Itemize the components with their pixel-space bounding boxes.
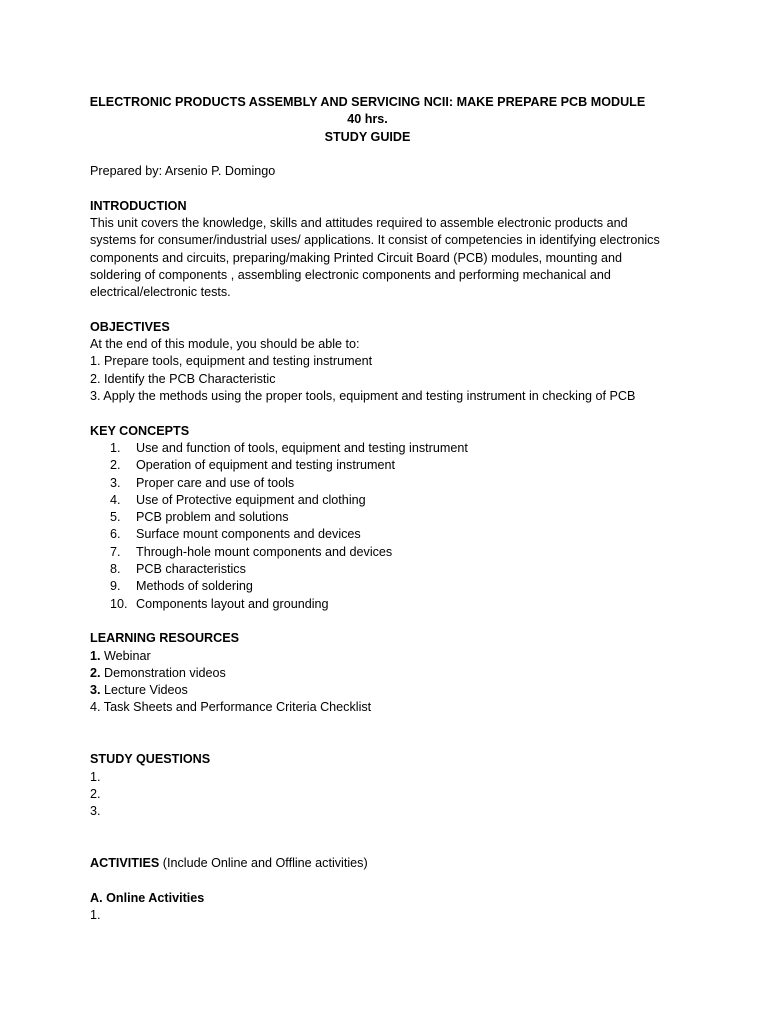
list-item-number: 5. <box>110 510 121 525</box>
resource-number: 2. <box>90 665 101 680</box>
list-item-number: 4. <box>110 492 121 507</box>
introduction-line: components and circuits, preparing/making Printed Circuit Board (PCB) modules, mounting and <box>90 250 622 265</box>
list-item-number: 1. <box>110 440 121 455</box>
resource-text: Demonstration videos <box>100 665 226 680</box>
key-concepts-list <box>90 440 690 613</box>
list-item-text: Use and function of tools, equipment and testing instrument <box>136 440 468 455</box>
study-question-item: 1. <box>90 769 101 784</box>
list-item-number: 7. <box>110 544 121 559</box>
list-item <box>90 544 690 561</box>
resource-number: 4. <box>90 700 101 715</box>
list-item-text: PCB problem and solutions <box>136 510 289 525</box>
introduction-line: electrical/electronic tests. <box>90 285 231 300</box>
introduction-line: This unit covers the knowledge, skills and attitudes required to assemble electronic products and <box>90 216 628 231</box>
list-item-text: Surface mount components and devices <box>136 527 361 542</box>
list-item <box>90 457 690 474</box>
document-body <box>90 94 690 924</box>
list-item-number: 6. <box>110 527 121 542</box>
key-concepts-heading: KEY CONCEPTS <box>90 423 190 438</box>
resource-item <box>90 699 690 716</box>
list-item <box>90 440 690 457</box>
list-item-text: Through-hole mount components and devices <box>136 544 393 559</box>
list-item <box>90 578 690 595</box>
objective-item: 2. Identify the PCB Characteristic <box>90 371 276 386</box>
document-subtitle: STUDY GUIDE <box>324 129 411 144</box>
list-item <box>90 509 690 526</box>
list-item-text: PCB characteristics <box>136 562 246 577</box>
activities-note: (Include Online and Offline activities) <box>159 856 368 871</box>
study-question-item: 3. <box>90 804 101 819</box>
list-item-number: 2. <box>110 458 121 473</box>
introduction-text <box>90 215 660 301</box>
resource-item <box>90 665 690 682</box>
resource-item <box>90 648 690 665</box>
study-question-item: 2. <box>90 786 101 801</box>
resource-number: 1. <box>90 648 101 663</box>
resource-item <box>90 682 690 699</box>
resource-text: Lecture Videos <box>100 683 188 698</box>
resource-number: 3. <box>90 683 101 698</box>
list-item <box>90 526 690 543</box>
document-title: ELECTRONIC PRODUCTS ASSEMBLY AND SERVICING NCII: MAKE PREPARE PCB MODULE <box>89 95 646 109</box>
introduction-line: soldering of components , assembling electronic components and performing mechanical and <box>90 267 611 282</box>
prepared-by: Prepared by: Arsenio P. Domingo <box>90 164 276 179</box>
objective-item: 3. Apply the methods using the proper tools, equipment and testing instrument in checking of PCB <box>90 389 636 404</box>
list-item-text: Use of Protective equipment and clothing <box>136 492 366 507</box>
learning-resources-heading: LEARNING RESOURCES <box>90 631 240 646</box>
online-activities-heading: A. Online Activities <box>90 890 205 905</box>
list-item-text: Methods of soldering <box>136 579 253 594</box>
list-item-number: 10. <box>110 596 128 611</box>
list-item-text: Proper care and use of tools <box>136 475 295 490</box>
activities-heading: ACTIVITIES <box>90 856 160 871</box>
list-item-number: 8. <box>110 562 121 577</box>
introduction-line: systems for consumer/industrial uses/ applications. It consist of competencies in identifying electronics <box>90 233 660 248</box>
list-item <box>90 561 690 578</box>
objectives-intro: At the end of this module, you should be able to: <box>90 337 360 352</box>
resource-text: Webinar <box>100 648 151 663</box>
list-item-text: Operation of equipment and testing instrument <box>136 458 396 473</box>
introduction-heading: INTRODUCTION <box>90 198 187 213</box>
resource-text: Task Sheets and Performance Criteria Checklist <box>100 700 372 715</box>
study-questions-heading: STUDY QUESTIONS <box>90 752 211 767</box>
list-item-text: Components layout and grounding <box>136 596 329 611</box>
list-item-number: 3. <box>110 475 121 490</box>
objectives-heading: OBJECTIVES <box>90 319 170 334</box>
activities-line <box>90 855 690 872</box>
objective-item: 1. Prepare tools, equipment and testing instrument <box>90 354 373 369</box>
list-item <box>90 596 690 613</box>
list-item <box>90 492 690 509</box>
list-item-number: 9. <box>110 579 121 594</box>
online-activity-item: 1. <box>90 907 101 922</box>
list-item <box>90 475 690 492</box>
document-hours: 40 hrs. <box>347 112 388 127</box>
